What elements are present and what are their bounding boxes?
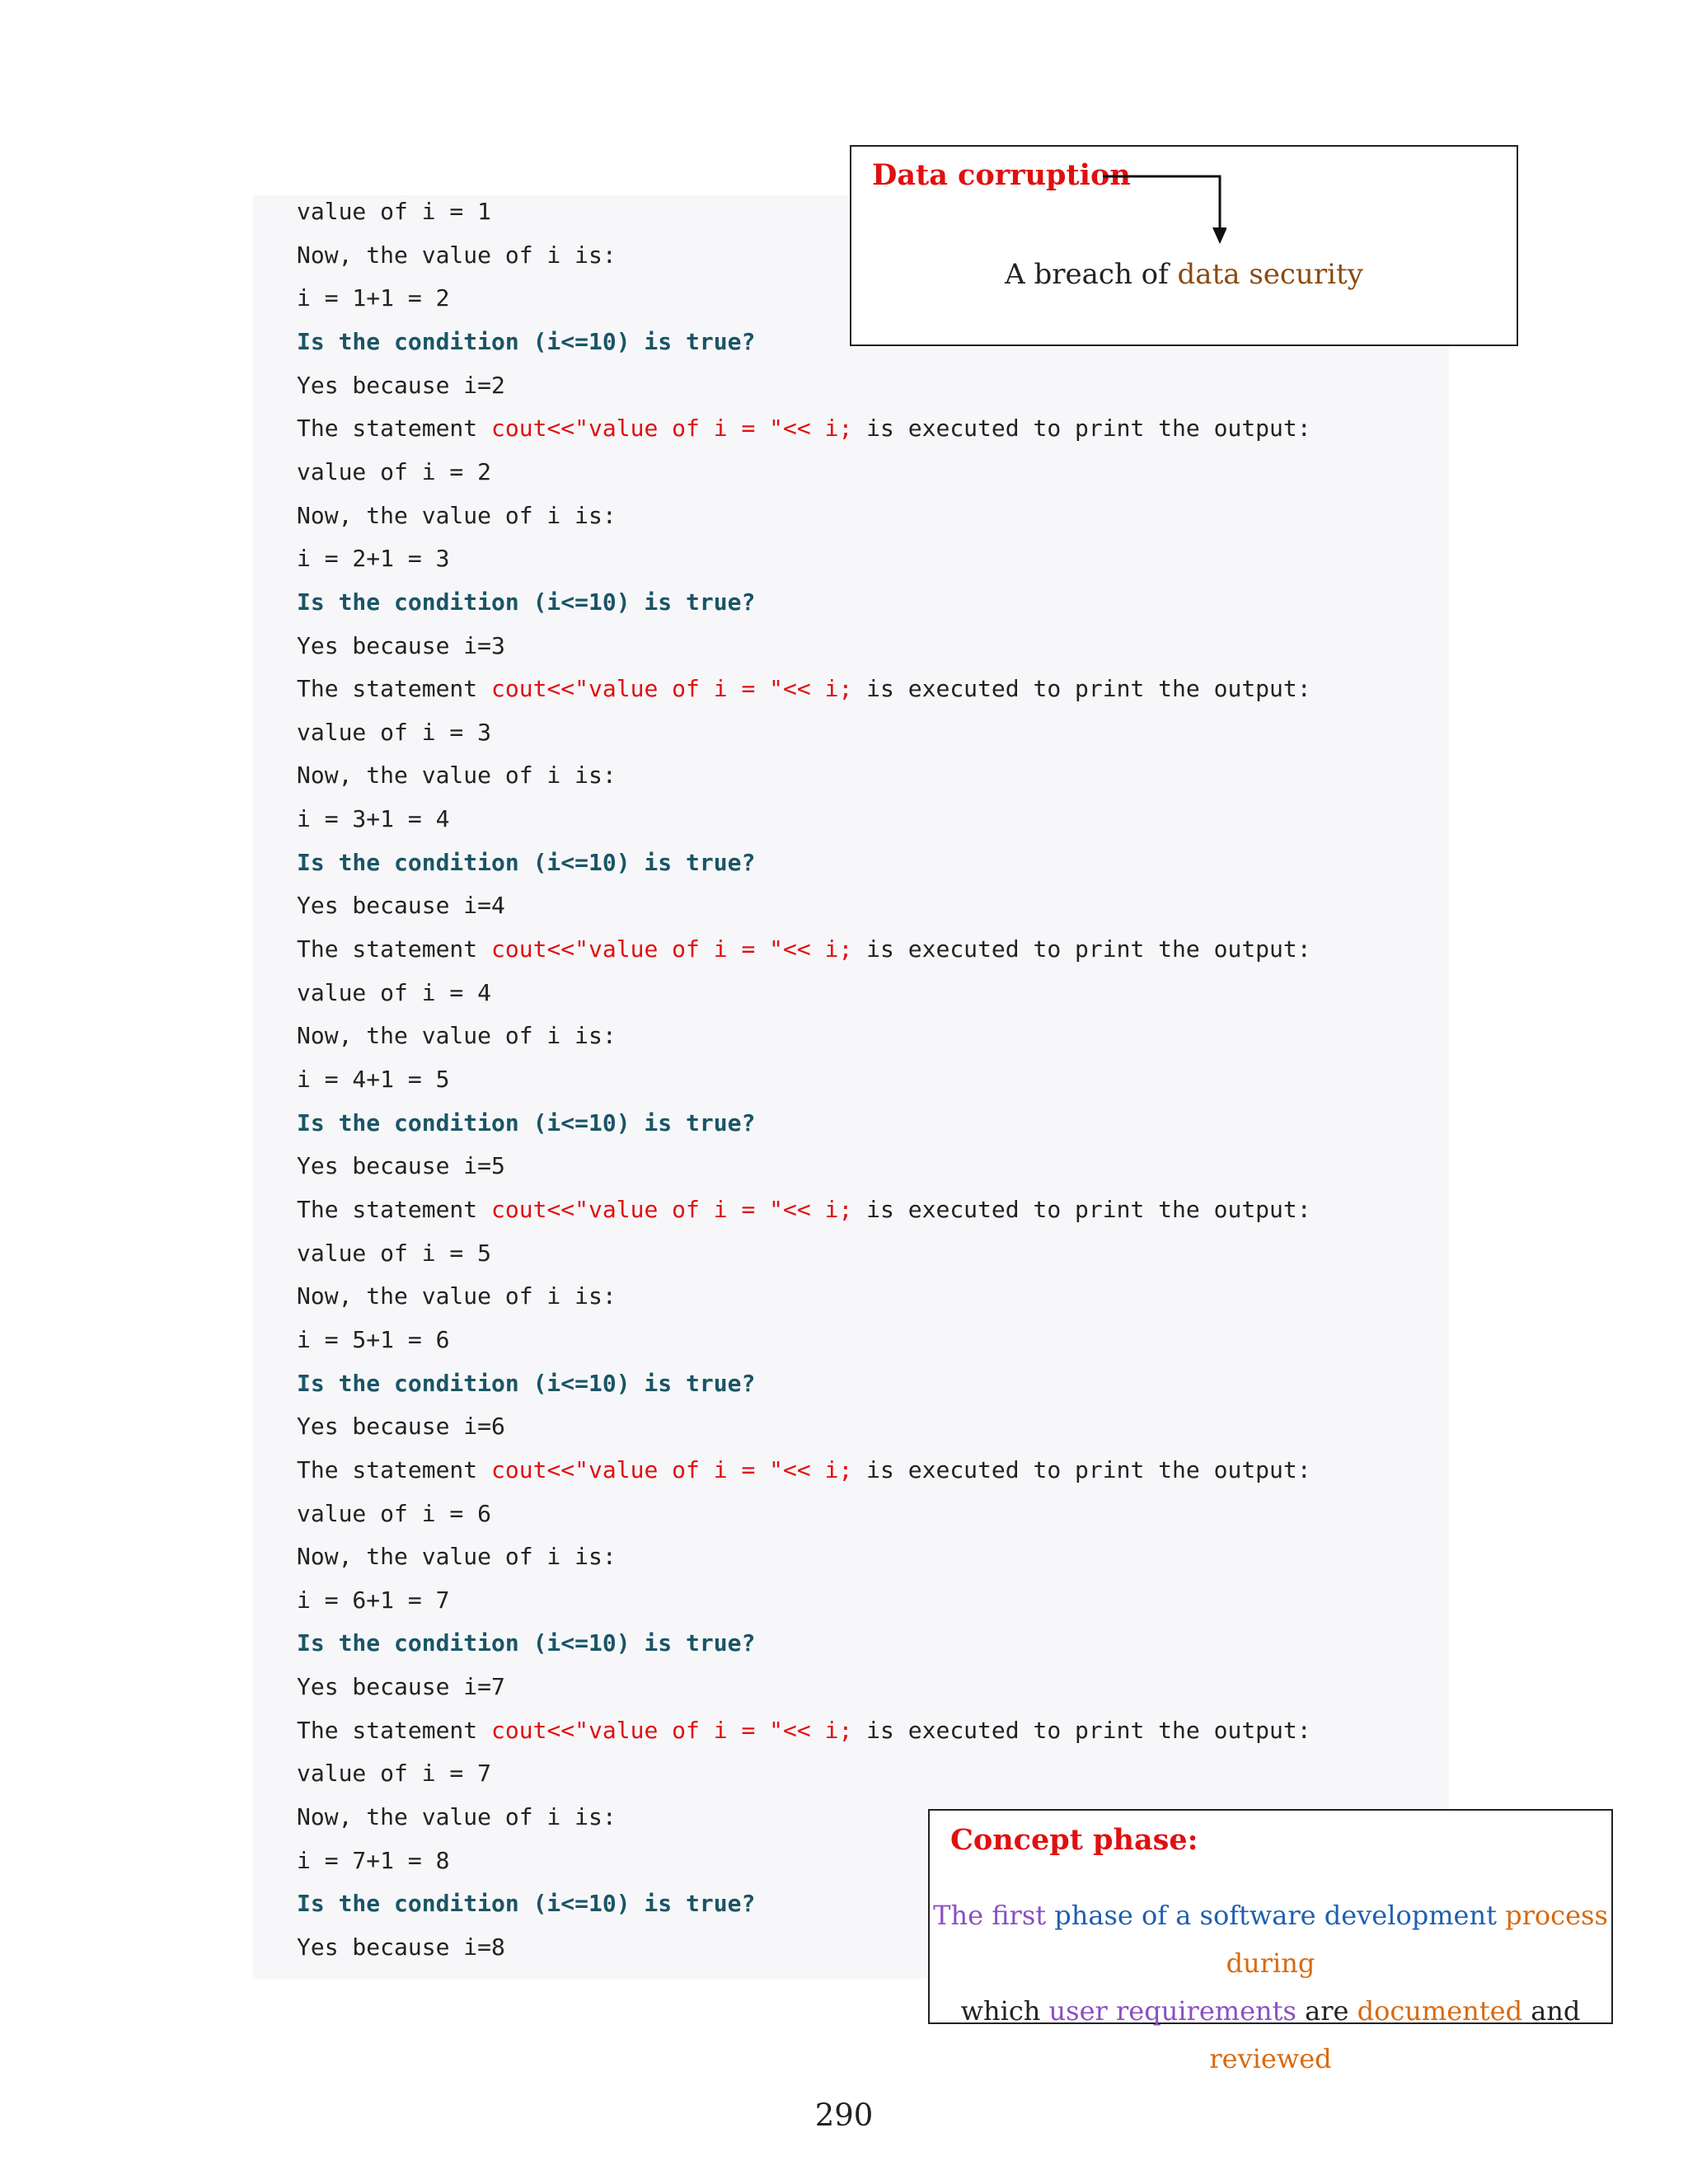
statement-suffix: is executed to print the output: [852,1716,1311,1744]
statement-line [297,1454,1311,1487]
code-line: i = 6+1 = 7 [297,1586,450,1614]
concept-phase-definition [930,1891,1611,2083]
data-corruption-definition [851,258,1517,291]
code-line: Yes because i=2 [297,371,505,399]
code-line: Yes because i=7 [297,1673,505,1701]
statement-code: cout<<"value of i = "<< i; [491,935,853,963]
code-line: Now, the value of i is: [297,1543,617,1571]
page-number: 290 [814,2097,874,2133]
condition-question-line: Is the condition (i<=10) is true? [297,588,756,616]
statement-prefix: The statement [297,675,492,703]
statement-suffix: is executed to print the output: [852,1195,1311,1223]
definition-highlight: data security [1177,258,1363,291]
code-line: value of i = 4 [297,978,492,1006]
code-line: Yes because i=4 [297,892,505,920]
condition-question-line: Is the condition (i<=10) is true? [297,848,756,876]
statement-line [297,1714,1311,1747]
data-corruption-title: Data corruption [872,158,1131,192]
statement-code: cout<<"value of i = "<< i; [491,1195,853,1223]
statement-line [297,673,1311,705]
condition-question-line: Is the condition (i<=10) is true? [297,1369,756,1397]
definition-segment: The first [933,1900,1055,1931]
code-line: Now, the value of i is: [297,1282,617,1310]
definition-segment: reviewed [1209,2043,1332,2074]
code-line: Now, the value of i is: [297,1803,617,1831]
code-line: Yes because i=5 [297,1152,505,1180]
statement-prefix: The statement [297,415,492,443]
statement-line [297,933,1311,966]
definition-line-1 [930,1891,1611,1987]
definition-segment: process during [1226,1900,1608,1979]
condition-question-line: Is the condition (i<=10) is true? [297,327,756,355]
code-line: value of i = 6 [297,1499,492,1527]
statement-code: cout<<"value of i = "<< i; [491,1716,853,1744]
code-line: Yes because i=6 [297,1413,505,1441]
code-line: i = 7+1 = 8 [297,1846,450,1874]
code-line: value of i = 7 [297,1760,492,1788]
definition-segment: user requirements [1048,1995,1296,2027]
statement-prefix: The statement [297,1716,492,1744]
statement-code: cout<<"value of i = "<< i; [491,1455,853,1483]
definition-segment: and [1522,1995,1581,2027]
definition-segment: phase of a software development [1054,1900,1506,1931]
code-line: i = 2+1 = 3 [297,545,450,573]
statement-code: cout<<"value of i = "<< i; [491,675,853,703]
code-line: Yes because i=3 [297,631,505,659]
code-line: Yes because i=8 [297,1933,505,1961]
code-line: Now, the value of i is: [297,241,617,269]
concept-phase-box [928,1809,1613,2074]
concept-phase-title: Concept phase: [950,1823,1198,1857]
code-line: i = 3+1 = 4 [297,805,450,833]
statement-line [297,1193,1311,1226]
statement-suffix: is executed to print the output: [852,1455,1311,1483]
code-line: value of i = 1 [297,198,492,225]
definition-segment: documented [1357,1995,1523,2027]
statement-prefix: The statement [297,1455,492,1483]
statement-suffix: is executed to print the output: [852,675,1311,703]
code-line: i = 5+1 = 6 [297,1325,450,1353]
definition-line-2 [930,1987,1611,2083]
definition-segment: are [1296,1995,1357,2027]
code-line: Now, the value of i is: [297,501,617,529]
definition-segment: which [960,1995,1049,2027]
statement-suffix: is executed to print the output: [852,935,1311,963]
statement-suffix: is executed to print the output: [852,415,1311,443]
code-line: i = 4+1 = 5 [297,1066,450,1093]
arrow-down-icon [1103,166,1226,249]
definition-text: A breach of [1005,258,1178,291]
statement-code: cout<<"value of i = "<< i; [491,415,853,443]
statement-prefix: The statement [297,935,492,963]
code-line: Now, the value of i is: [297,1022,617,1050]
code-line: Now, the value of i is: [297,762,617,790]
condition-question-line: Is the condition (i<=10) is true? [297,1108,756,1137]
statement-line [297,412,1311,445]
code-line: i = 1+1 = 2 [297,284,450,312]
statement-prefix: The statement [297,1195,492,1223]
code-line: value of i = 2 [297,457,492,485]
condition-question-line: Is the condition (i<=10) is true? [297,1629,756,1657]
code-line: value of i = 3 [297,718,492,746]
code-line: value of i = 5 [297,1239,492,1267]
condition-question-line: Is the condition (i<=10) is true? [297,1890,756,1918]
